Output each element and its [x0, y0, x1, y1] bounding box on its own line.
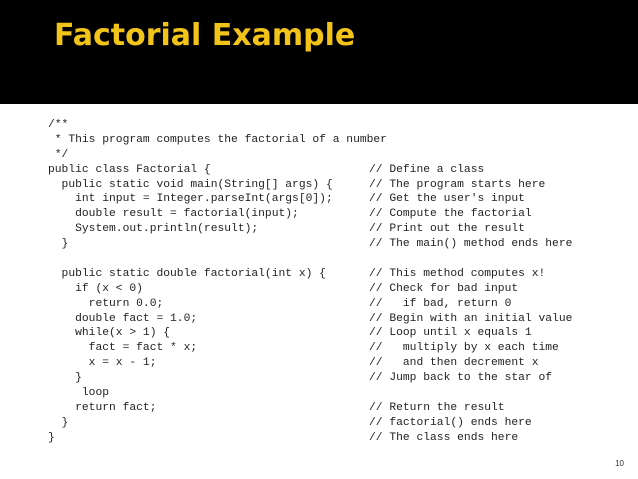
code-line: [48, 237, 623, 252]
code-line: [48, 371, 623, 386]
code-line: [48, 431, 623, 446]
code-line: [48, 297, 623, 312]
code-text: fact = fact * x;: [48, 342, 198, 355]
code-line: [48, 207, 623, 222]
code-comment: // multiply by x each time: [369, 342, 559, 355]
code-text: int input = Integer.parseInt(args[0]);: [48, 193, 333, 206]
code-text: public static double factorial(int x) {: [48, 267, 326, 280]
code-comment: // Jump back to the star of: [369, 372, 553, 385]
code-text: return fact;: [48, 401, 157, 414]
code-comment: // factorial() ends here: [369, 416, 532, 429]
title-bar: [0, 0, 638, 104]
code-text: public class Factorial {: [48, 163, 211, 176]
code-comment: // Define a class: [369, 163, 485, 176]
code-text: */: [48, 148, 69, 161]
code-comment: // The class ends here: [369, 431, 519, 444]
code-comment: // if bad, return 0: [369, 297, 512, 310]
code-comment: // Compute the factorial: [369, 208, 532, 221]
code-line: [48, 267, 623, 282]
code-text: /**: [48, 119, 69, 131]
code-block: [48, 118, 623, 446]
code-line: [48, 252, 623, 267]
code-text: loop: [48, 387, 110, 400]
code-line: [48, 118, 623, 133]
code-text: double fact = 1.0;: [48, 312, 198, 325]
code-comment: // Loop until x equals 1: [369, 327, 532, 340]
code-text: * This program computes the factorial of a number: [48, 133, 387, 146]
code-comment: // Get the user's input: [369, 193, 525, 206]
code-line: [48, 148, 623, 163]
code-comment: // The main() method ends here: [369, 238, 573, 251]
code-text: x = x - 1;: [48, 357, 157, 370]
code-line: [48, 326, 623, 341]
code-line: [48, 312, 623, 327]
code-line: [48, 222, 623, 237]
code-comment: // Print out the result: [369, 223, 525, 236]
code-line: [48, 356, 623, 371]
code-text: public static void main(String[] args) {: [48, 178, 333, 191]
slide-title: Factorial Example: [54, 18, 356, 53]
code-comment: // The program starts here: [369, 178, 546, 191]
code-text: }: [48, 431, 55, 444]
code-text: }: [48, 416, 69, 429]
code-line: [48, 401, 623, 416]
code-comment: // Begin with an initial value: [369, 312, 573, 325]
code-comment: // This method computes x!: [369, 267, 546, 280]
code-comment: // and then decrement x: [369, 357, 539, 370]
code-line: [48, 386, 623, 401]
code-text: while(x > 1) {: [48, 327, 171, 340]
code-line: [48, 341, 623, 356]
code-comment: // Check for bad input: [369, 282, 519, 295]
code-text: return 0.0;: [48, 297, 164, 310]
code-line: [48, 192, 623, 207]
page-number: 10: [615, 459, 624, 468]
code-comment: // Return the result: [369, 401, 505, 414]
code-line: [48, 133, 623, 148]
code-text: System.out.println(result);: [48, 223, 259, 236]
code-line: [48, 178, 623, 193]
code-text: if (x < 0): [48, 282, 143, 295]
code-line: [48, 282, 623, 297]
code-text: }: [48, 372, 82, 385]
code-line: [48, 416, 623, 431]
code-text: }: [48, 238, 69, 251]
code-text: double result = factorial(input);: [48, 208, 299, 221]
code-line: [48, 163, 623, 178]
